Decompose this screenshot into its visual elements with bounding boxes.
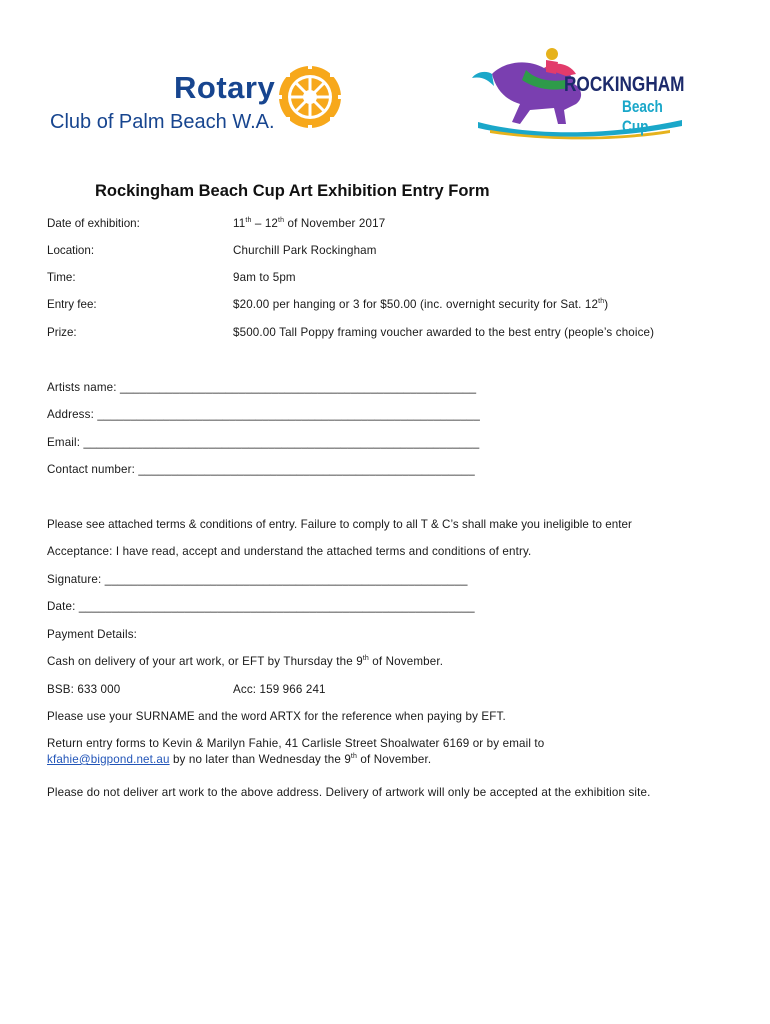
return-instructions: Return entry forms to Kevin & Marilyn Fahie, 41 Carlisle Street Shoalwater 6169 or by email to [47, 737, 545, 750]
bsb-number: BSB: 633 000 [47, 683, 121, 696]
club-name: Club of Palm Beach W.A. [50, 111, 275, 133]
payment-heading: Payment Details: [47, 628, 138, 641]
beach-cup-logo [470, 40, 690, 140]
prize-label: Prize: [47, 326, 77, 339]
date-label: Date of exhibition: [47, 217, 140, 230]
entry-fee-value: $20.00 per hanging or 3 for $50.00 (inc. overnight security for Sat. 12th) [233, 298, 609, 311]
entry-fee-label: Entry fee: [47, 298, 97, 311]
rotary-wheel-icon [277, 64, 343, 130]
cup-logo-line1: ROCKINGHAM [564, 73, 685, 96]
acceptance-statement: Acceptance: I have read, accept and understand the attached terms and conditions of entry. [47, 545, 532, 558]
signature-field[interactable]: Signature: _______________________________________________________ [47, 573, 468, 586]
form-title: Rockingham Beach Cup Art Exhibition Entry Form [95, 182, 490, 200]
rotary-logo [48, 64, 348, 144]
terms-notice: Please see attached terms & conditions of entry. Failure to comply to all T & C’s shall make you ineligible to enter [47, 518, 632, 531]
email-field[interactable]: Email: ____________________________________________________________ [47, 436, 480, 449]
cup-logo-line2: Beach Cup [622, 97, 663, 136]
return-deadline: kfahie@bigpond.net.au by no later than Wednesday the 9th of November. [47, 753, 432, 766]
payment-reference: Please use your SURNAME and the word ARTX for the reference when paying by EFT. [47, 710, 506, 723]
location-label: Location: [47, 244, 95, 257]
time-label: Time: [47, 271, 76, 284]
payment-cash-eft: Cash on delivery of your art work, or EFT by Thursday the 9th of November. [47, 655, 444, 668]
account-number: Acc: 159 966 241 [233, 683, 326, 696]
address-field[interactable]: Address: __________________________________________________________ [47, 408, 481, 421]
date-field[interactable]: Date: ____________________________________________________________ [47, 600, 475, 613]
time-value: 9am to 5pm [233, 271, 296, 284]
email-link[interactable]: kfahie@bigpond.net.au [47, 753, 170, 766]
date-value: 11th – 12th of November 2017 [233, 217, 386, 230]
contact-number-field[interactable]: Contact number: ___________________________________________________ [47, 463, 475, 476]
delivery-note: Please do not deliver art work to the above address. Delivery of artwork will only be accepted at the exhibition site. [47, 786, 651, 799]
rotary-logo-text: Rotary [174, 70, 276, 105]
artist-name-field[interactable]: Artists name: ______________________________________________________ [47, 381, 477, 394]
location-value: Churchill Park Rockingham [233, 244, 377, 257]
prize-value: $500.00 Tall Poppy framing voucher awarded to the best entry (people’s choice) [233, 326, 655, 339]
